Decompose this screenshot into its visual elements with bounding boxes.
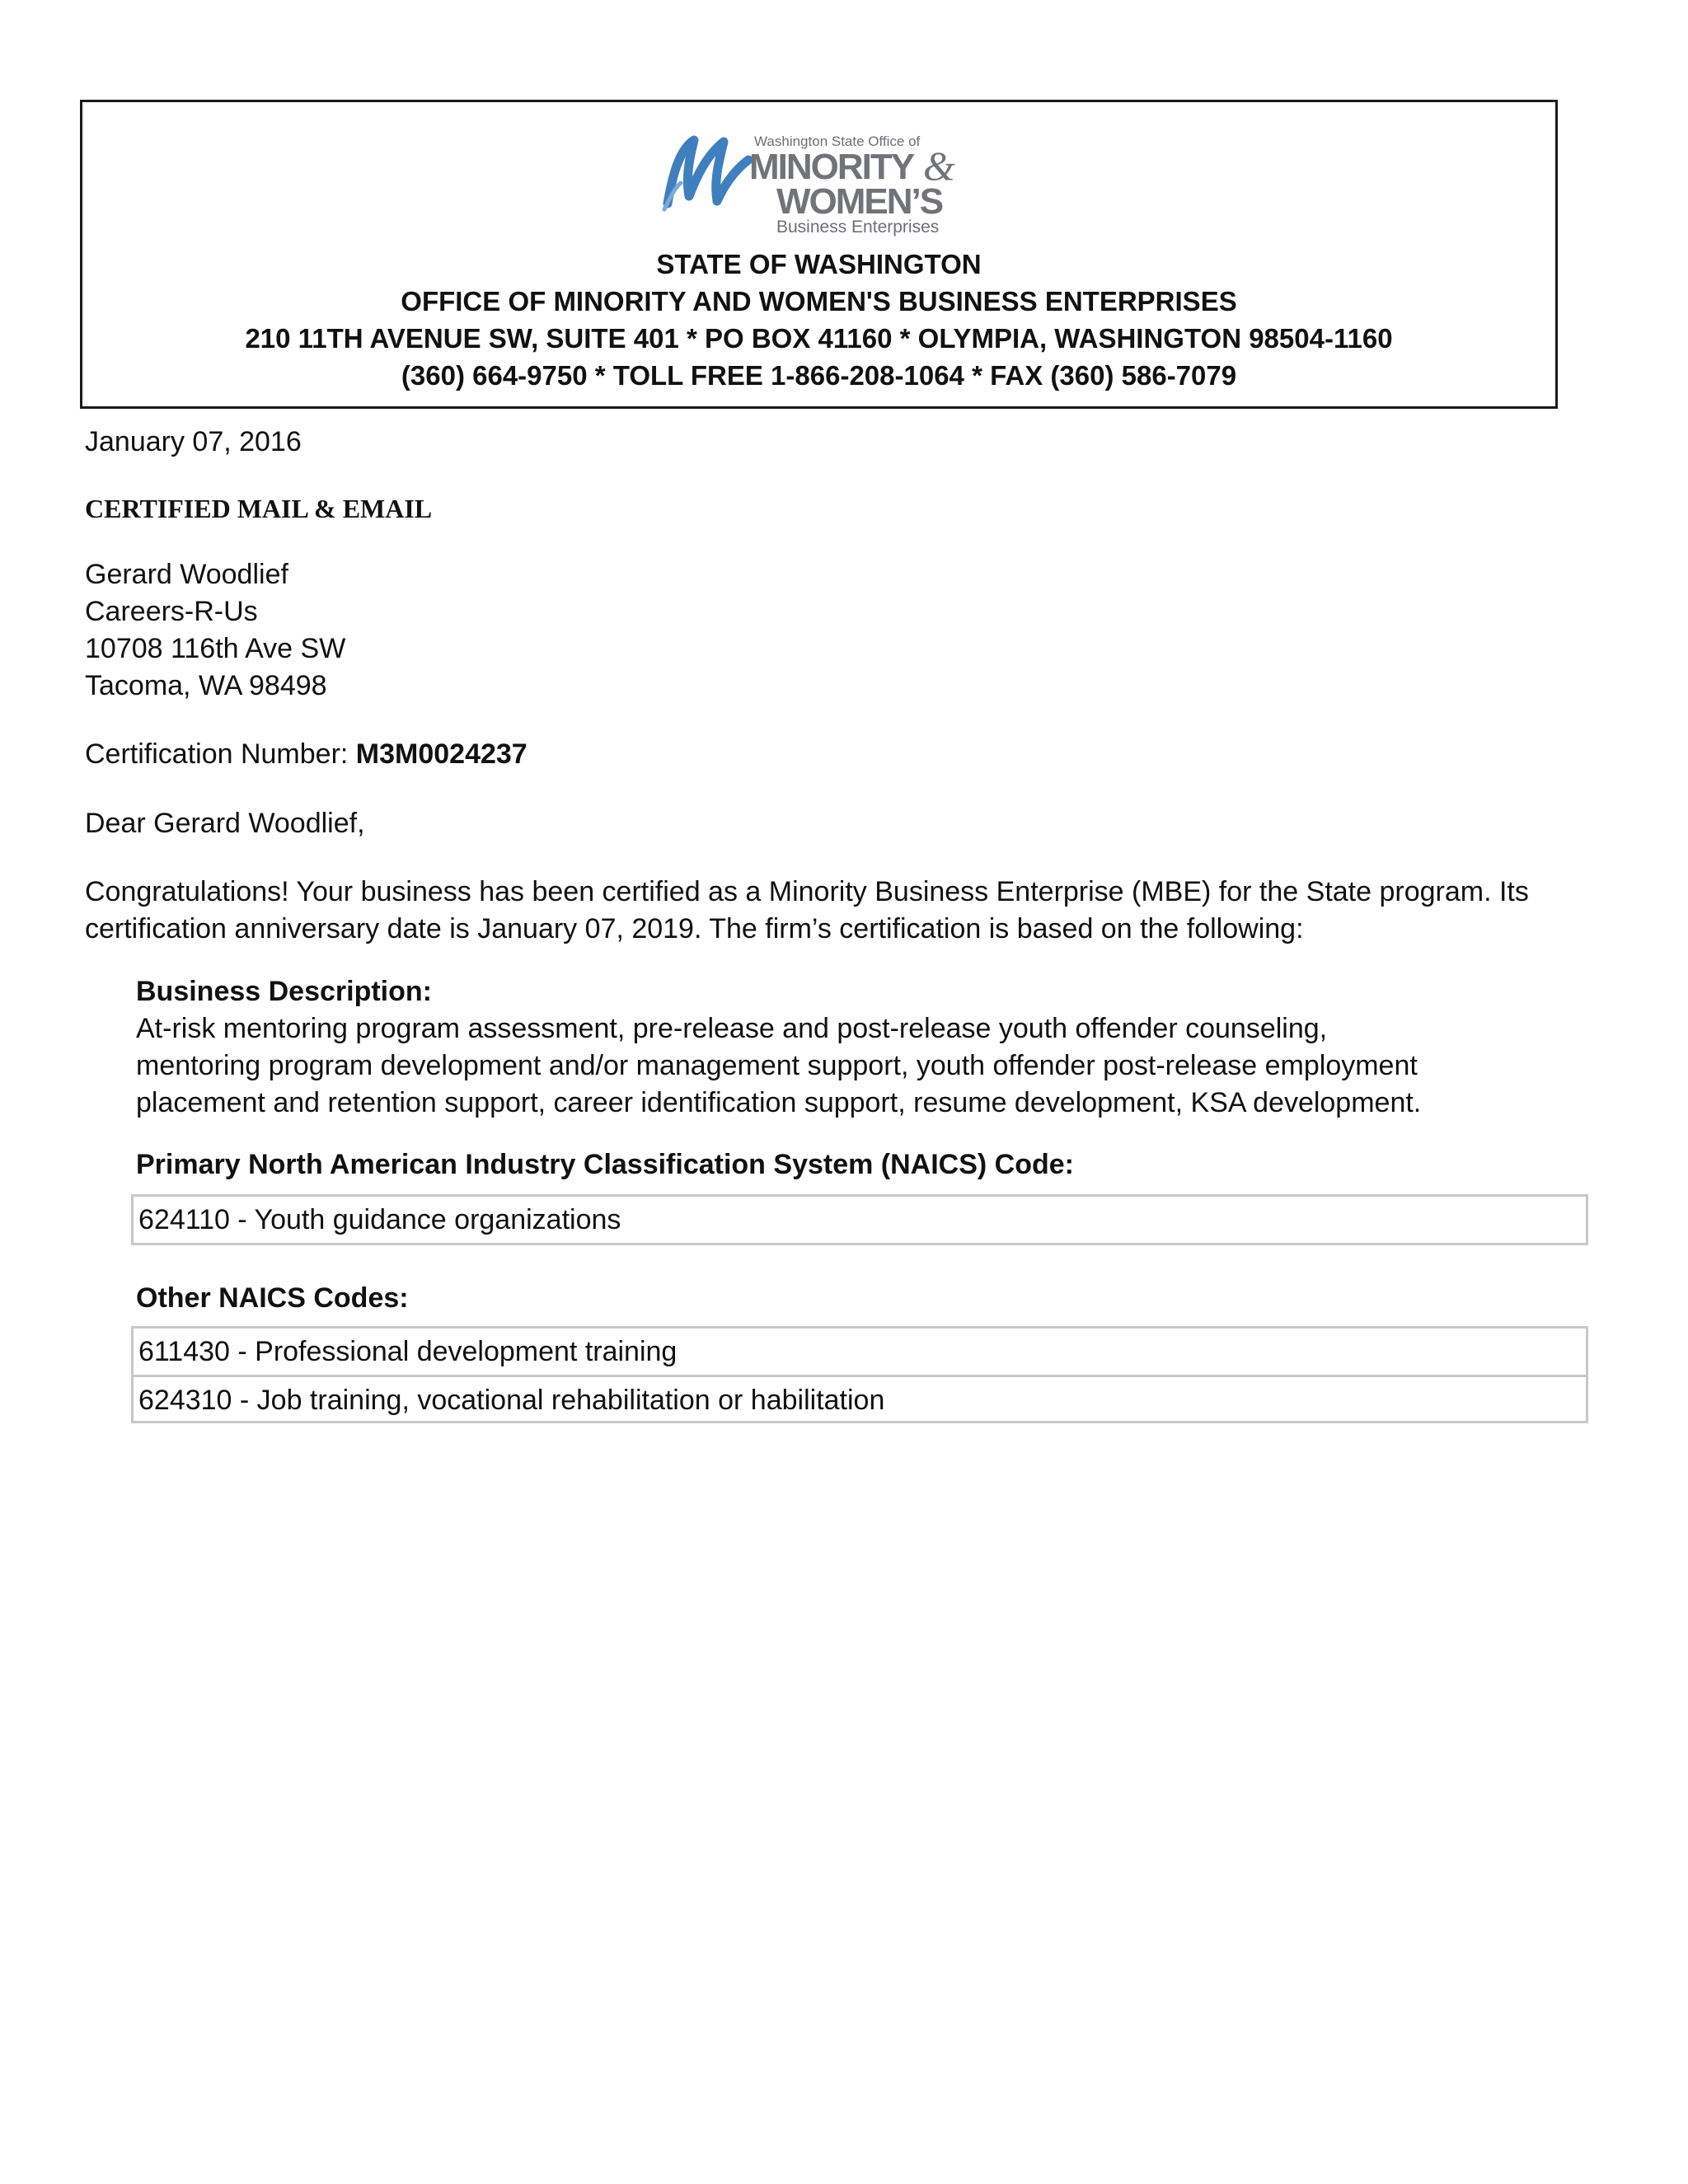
state-name: STATE OF WASHINGTON: [656, 249, 982, 279]
logo-word-minority: MINORITY: [749, 147, 914, 187]
naics-row: 624310 - Job training, vocational rehabilitation or habilitation: [134, 1375, 1586, 1421]
business-description-line: placement and retention support, career identification support, resume development, KSA development.: [136, 1087, 1422, 1118]
business-description-line: At-risk mentoring program assessment, pre-release and post-release youth offender counseling,: [136, 1013, 1328, 1044]
certification-number: M3M0024237: [355, 738, 528, 770]
office-name: OFFICE OF MINORITY AND WOMEN'S BUSINESS ENTERPRISES: [401, 286, 1237, 316]
logo-subtitle-bottom: Business Enterprises: [776, 218, 940, 237]
other-naics-table: [131, 1326, 1588, 1423]
salutation: Dear Gerard Woodlief,: [85, 808, 365, 839]
logo-word-womens: WOMEN’S: [776, 181, 943, 222]
wave-logo-icon: [661, 117, 752, 216]
paragraph-line-1: Congratulations! Your business has been certified as a Minority Business Enterprise (MBE) for the State program. Its: [85, 876, 1529, 907]
business-description-line: mentoring program development and/or management support, youth offender post-release employment: [136, 1050, 1418, 1081]
letterhead: [80, 100, 1558, 409]
recipient-name: Gerard Woodlief: [85, 559, 288, 590]
office-phones: (360) 664-9750 * TOLL FREE 1-866-208-1064 * FAX (360) 586-7079: [401, 360, 1237, 391]
logo-ampersand: &: [923, 143, 955, 189]
office-address: 210 11TH AVENUE SW, SUITE 401 * PO BOX 41160 * OLYMPIA, WASHINGTON 98504-1160: [245, 323, 1393, 354]
other-naics-heading: Other NAICS Codes:: [136, 1282, 409, 1314]
naics-row: 624110 - Youth guidance organizations: [138, 1204, 621, 1235]
business-description-heading: Business Description:: [136, 976, 432, 1007]
logo-subtitle-top: Washington State Office of: [754, 134, 921, 149]
primary-naics-table: [131, 1194, 1588, 1245]
recipient-company: Careers-R-Us: [85, 596, 258, 627]
naics-row: 611430 - Professional development training: [138, 1336, 678, 1367]
primary-naics-heading: Primary North American Industry Classification System (NAICS) Code:: [136, 1149, 1075, 1180]
paragraph-line-2: certification anniversary date is January 07, 2019. The firm’s certification is based on the following:: [85, 913, 1304, 944]
mwbe-logo: [661, 117, 974, 237]
recipient-city: Tacoma, WA 98498: [85, 670, 327, 701]
letterhead-text: [82, 246, 1555, 394]
certification-line: [85, 736, 528, 773]
delivery-method: CERTIFIED MAIL & EMAIL: [85, 494, 433, 523]
letter-date: January 07, 2016: [85, 426, 302, 457]
certification-label: Certification Number:: [85, 738, 349, 770]
recipient-street: 10708 116th Ave SW: [85, 633, 346, 664]
